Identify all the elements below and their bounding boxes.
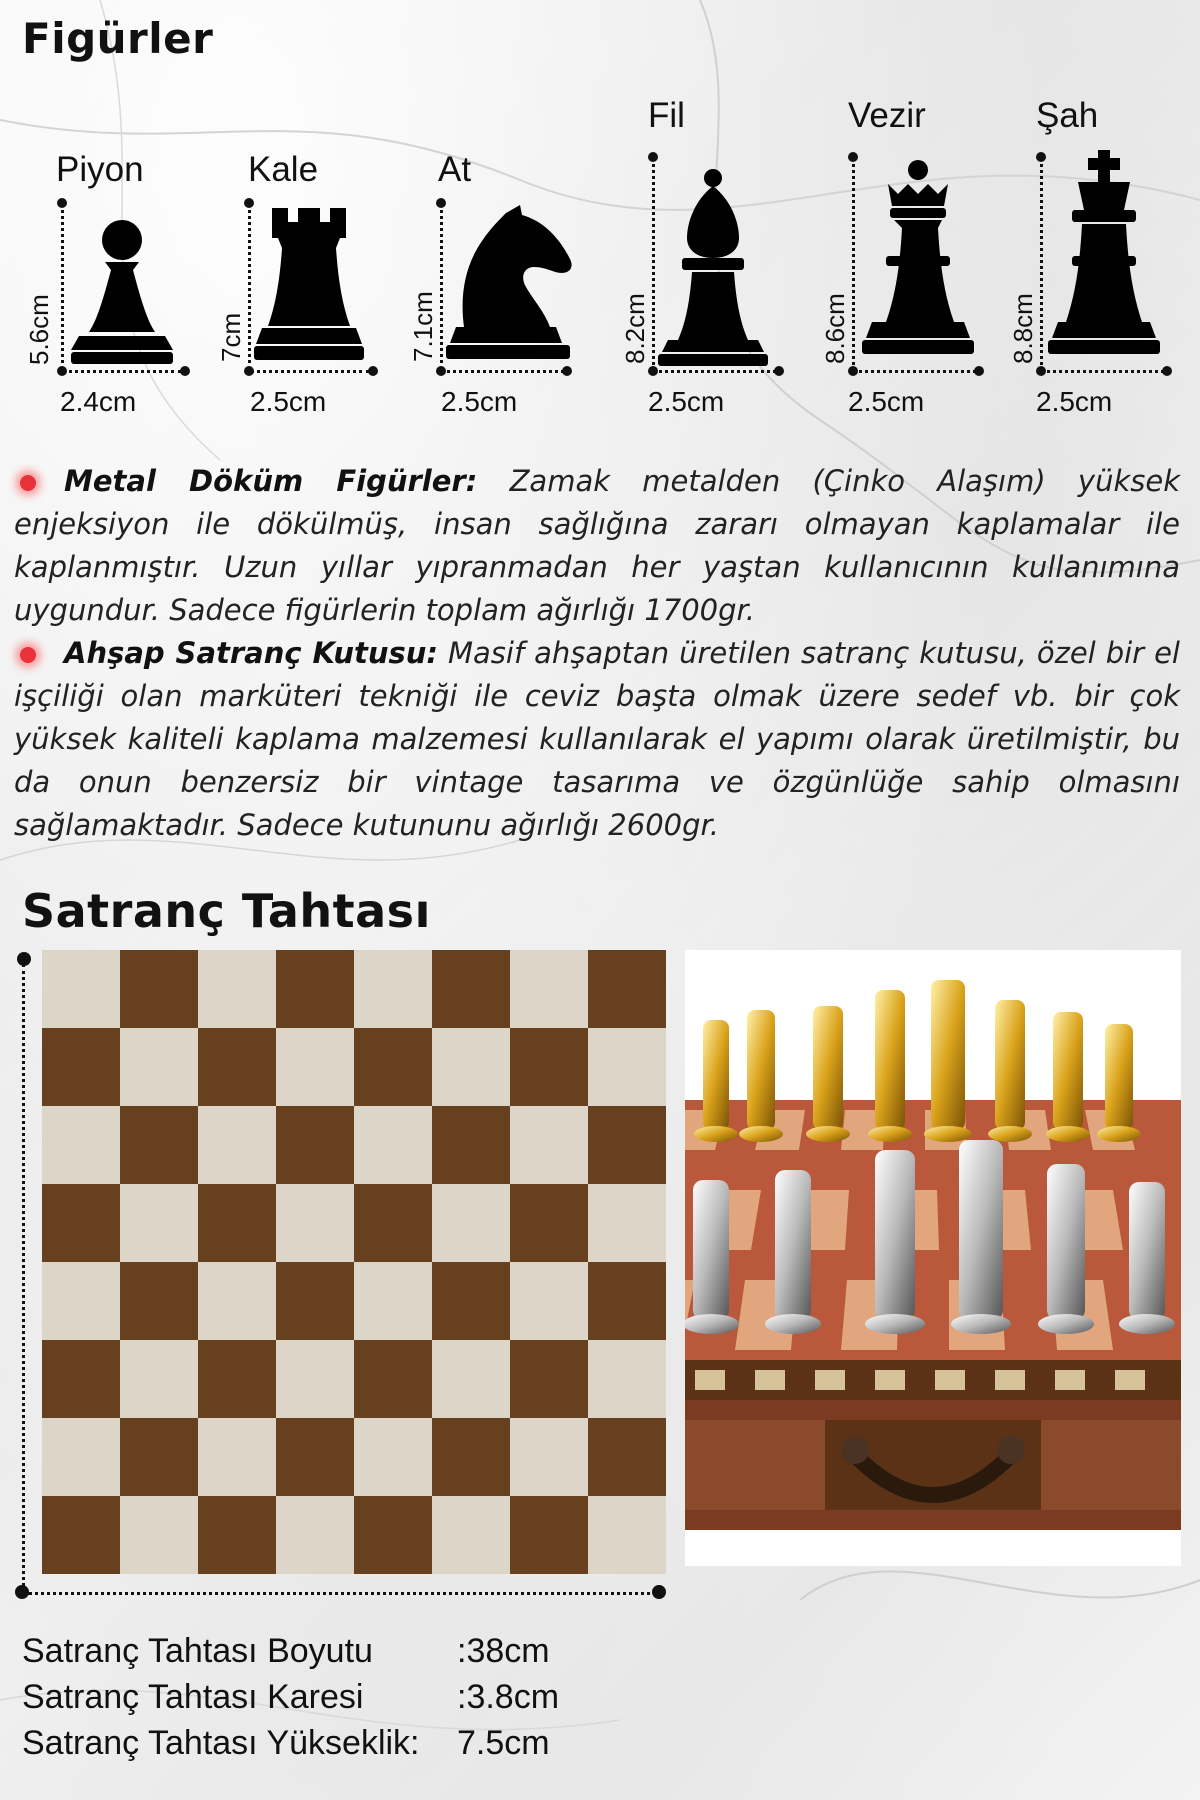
king-icon [1046, 150, 1162, 372]
board-square [120, 1028, 198, 1106]
board-square [42, 1418, 120, 1496]
board-square [120, 1496, 198, 1574]
board-square [588, 1028, 666, 1106]
height-line [61, 203, 64, 371]
dim-dot [15, 1585, 29, 1599]
board-square [354, 1496, 432, 1574]
board-spec-square [22, 1678, 559, 1717]
board-square [198, 1262, 276, 1340]
board-square [510, 1262, 588, 1340]
spec-value: :3.8cm [457, 1678, 560, 1716]
piece-height-bishop: 8.2cm [620, 293, 650, 364]
board-square [588, 1340, 666, 1418]
height-line [248, 203, 251, 371]
board-square [510, 1418, 588, 1496]
height-line [652, 157, 655, 371]
knight-icon [446, 205, 576, 370]
board-square [276, 1184, 354, 1262]
piece-height-knight: 7.1cm [408, 291, 438, 362]
piece-name-rook: Kale [248, 150, 319, 189]
board-square [120, 1106, 198, 1184]
board-square [198, 1418, 276, 1496]
height-line [440, 203, 443, 371]
piece-name-king: Şah [1036, 96, 1099, 135]
board-square [588, 1418, 666, 1496]
board-square [120, 1184, 198, 1262]
board-square [198, 1106, 276, 1184]
spec-value: 7.5cm [457, 1724, 550, 1762]
piece-height-king: 8.8cm [1008, 293, 1038, 364]
board-square [432, 1184, 510, 1262]
board-square [432, 1106, 510, 1184]
bullet-icon [20, 647, 36, 663]
width-line [250, 370, 370, 373]
dim-dot [774, 366, 784, 376]
spec-label: Satranç Tahtası Boyutu [22, 1632, 373, 1670]
board-square [198, 1184, 276, 1262]
board-square [354, 1262, 432, 1340]
board-square [276, 1418, 354, 1496]
spec-label: Satranç Tahtası Yükseklik: [22, 1724, 420, 1762]
bullet-icon [20, 475, 36, 491]
wooden-box-paragraph [14, 632, 1180, 847]
width-line [442, 370, 564, 373]
board-square [120, 1340, 198, 1418]
metal-figures-heading: Metal Döküm Figürler: [64, 464, 478, 498]
metal-figures-text: Zamak metalden (Çinko Alaşım) yüksek enjeksiyon ile dökülmüş, insan sağlığına zararı olmayan kaplamalar ile kaplanmıştır. Uzun yıllar yıpranmadan her yaştan kullanıcının kullanımına uygundur. Sadece figürlerin toplam ağırlığı 1700gr. [14, 464, 1180, 627]
piece-width-bishop: 2.5cm [648, 386, 725, 417]
piece-width-knight: 2.5cm [441, 386, 518, 417]
board-square [432, 1496, 510, 1574]
height-line [852, 157, 855, 371]
board-square [588, 950, 666, 1028]
piece-width-king: 2.5cm [1036, 386, 1113, 417]
board-square [120, 1418, 198, 1496]
piece-name-knight: At [438, 150, 472, 189]
bishop-icon [658, 168, 768, 368]
board-square [510, 950, 588, 1028]
board-square [276, 1262, 354, 1340]
board-square [276, 1496, 354, 1574]
dim-dot [180, 366, 190, 376]
board-square [42, 1106, 120, 1184]
board-width-line [28, 1592, 658, 1595]
width-line [62, 370, 182, 373]
board-square [120, 950, 198, 1028]
board-square [432, 1028, 510, 1106]
board-title: Satranç Tahtası [22, 884, 431, 938]
board-square [354, 1184, 432, 1262]
board-square [42, 1184, 120, 1262]
wooden-box-text: Masif ahşaptan üretilen satranç kutusu, özel bir el işçiliği olan marküteri tekniği ile ceviz başta olmak üzere sedef vb. bir çok yüksek kaliteli kaplama malzemesi kullanılarak el yapımı olarak üretilmiştir, bu da onun benzersiz bir vintage tasarıma ve özgünlüğe sahip olmasını sağlamaktadır. Sadece kutununu ağırlığı 2600gr. [14, 636, 1180, 842]
board-square [42, 1262, 120, 1340]
chess-board [42, 950, 666, 1574]
board-square [510, 1340, 588, 1418]
board-square [198, 1496, 276, 1574]
board-square [276, 1340, 354, 1418]
board-square [432, 950, 510, 1028]
queen-icon [860, 160, 976, 370]
board-spec-height [22, 1724, 550, 1763]
width-line [854, 370, 976, 373]
board-square [198, 1028, 276, 1106]
board-square [354, 950, 432, 1028]
board-square [354, 1340, 432, 1418]
piece-width-queen: 2.5cm [848, 386, 925, 417]
board-square [510, 1496, 588, 1574]
rook-icon [254, 208, 364, 368]
dim-dot [368, 366, 378, 376]
board-spec-size [22, 1632, 550, 1671]
board-height-line [22, 964, 25, 1586]
board-square [588, 1106, 666, 1184]
board-square [588, 1262, 666, 1340]
board-square [432, 1262, 510, 1340]
board-square [198, 950, 276, 1028]
width-line [654, 370, 776, 373]
piece-height-rook: 7cm [216, 312, 246, 362]
board-square [588, 1496, 666, 1574]
metal-figures-paragraph [14, 460, 1180, 632]
dim-dot [652, 1585, 666, 1599]
piece-height-queen: 8.6cm [820, 293, 850, 364]
board-square [276, 1106, 354, 1184]
chess-set-photo [685, 950, 1181, 1566]
board-square [42, 1028, 120, 1106]
board-square [432, 1418, 510, 1496]
board-square [354, 1028, 432, 1106]
board-square [432, 1340, 510, 1418]
board-square [588, 1184, 666, 1262]
board-square [120, 1262, 198, 1340]
piece-height-pawn: 5.6cm [24, 294, 54, 365]
board-square [354, 1418, 432, 1496]
piece-name-bishop: Fil [648, 96, 685, 135]
board-square [42, 950, 120, 1028]
board-square [510, 1106, 588, 1184]
dim-dot [1162, 366, 1172, 376]
board-square [510, 1028, 588, 1106]
board-square [510, 1184, 588, 1262]
board-square [42, 1496, 120, 1574]
piece-width-rook: 2.5cm [250, 386, 327, 417]
board-square [276, 1028, 354, 1106]
board-square [354, 1106, 432, 1184]
board-square [276, 950, 354, 1028]
board-square [42, 1340, 120, 1418]
piece-name-pawn: Piyon [56, 150, 144, 189]
figures-title: Figürler [22, 14, 214, 63]
piece-name-queen: Vezir [848, 96, 926, 135]
piece-width-pawn: 2.4cm [60, 386, 137, 417]
spec-label: Satranç Tahtası Karesi [22, 1678, 364, 1716]
chess-set-illustration [685, 950, 1181, 1566]
board-square [198, 1340, 276, 1418]
wooden-box-heading: Ahşap Satranç Kutusu: [64, 636, 438, 670]
height-line [1040, 157, 1043, 371]
spec-value: :38cm [457, 1632, 550, 1670]
pawn-icon [67, 218, 177, 368]
